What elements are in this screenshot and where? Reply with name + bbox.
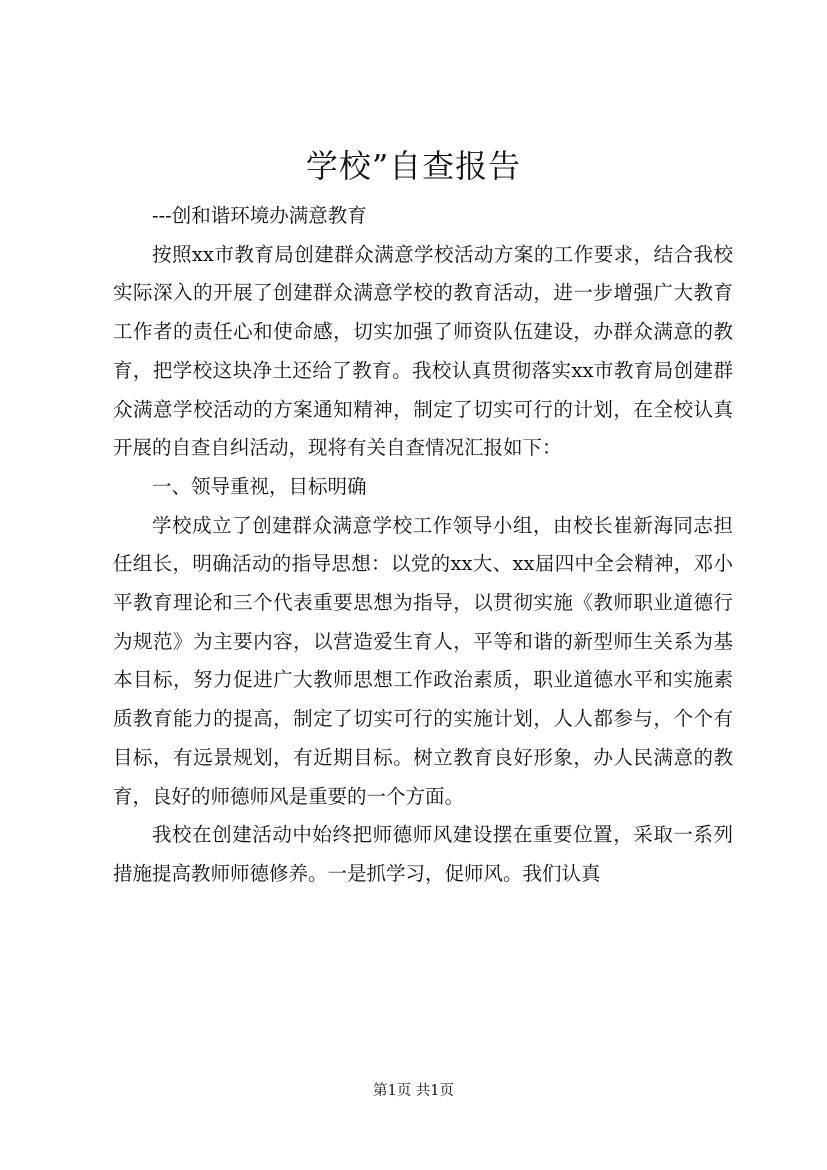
section-heading: 一、领导重视，目标明确 [152, 474, 367, 498]
document-body [113, 197, 733, 894]
paragraph-leadership: 学校成立了创建群众满意学校工作领导小组，由校长崔新海同志担任组长，明确活动的指导思想：以党的xx大、xx届四中全会精神，邓小平教育理论和三个代表重要思想为指导，以贯彻实施《教师职业道德行为规范》为主要内容，以营造爱生育人，平等和谐的新型师生关系为基本目标，努力促进广大教师思想工作政治素质，职业道德水平和实施素质教育能力的提高，制定了切实可行的实施计划，人人都参与，个个有目标，有远景规划，有近期目标。树立教育良好形象，办人民满意的教育，良好的师德师风是重要的一个方面。 [113, 513, 733, 808]
document-subtitle: ---创和谐环境办满意教育 [152, 204, 367, 227]
paragraph-ethics: 我校在创建活动中始终把师德师风建设摆在重要位置，采取一系列措施提高教师师德修养。一是抓学习，促师风。我们认真 [113, 823, 733, 885]
page-footer: 第1页 共1页 [372, 1083, 455, 1099]
paragraph-intro: 按照xx市教育局创建群众满意学校活动方案的工作要求，结合我校实际深入的开展了创建群众满意学校的教育活动，进一步增强广大教育工作者的责任心和使命感，切实加强了师资队伍建设，办群众满意的教育，把学校这块净土还给了教育。我校认真贯彻落实xx市教育局创建群众满意学校活动的方案通知精神，制定了切实可行的计划，在全校认真开展的自查自纠活动，现将有关自查情况汇报如下： [113, 242, 733, 460]
document-title: 学校”自查报告 [305, 147, 522, 185]
